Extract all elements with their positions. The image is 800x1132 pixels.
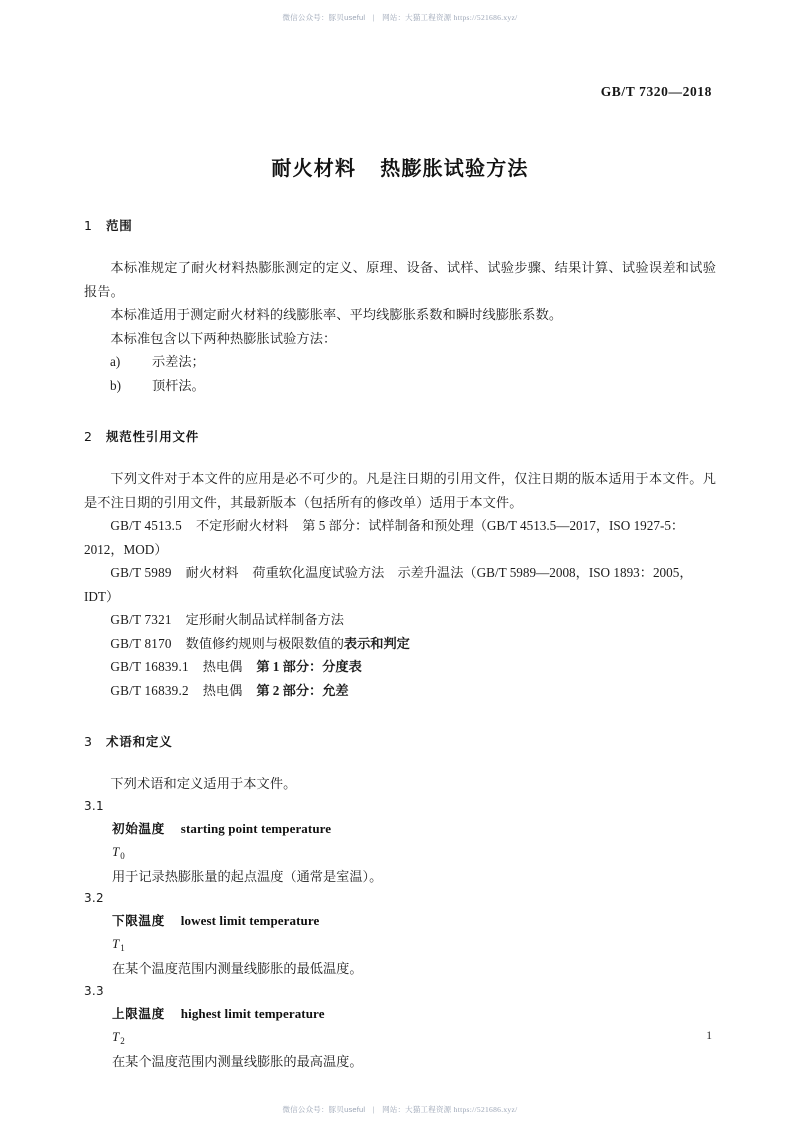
reference-subtitle: 第 1 部分：分度表 [256,659,362,674]
list-item-marker: b) [110,377,121,393]
watermark-bottom [0,1104,800,1115]
reference-code: GB/T 4513.5 [110,518,182,533]
reference-code: GB/T 16839.1 [110,659,189,674]
reference-entry [84,608,716,632]
term-entry [84,909,716,981]
reference-entry [84,561,716,608]
scope-paragraph-3: 本标准包含以下两种热膨胀试验方法： [110,330,337,346]
document-content [84,216,716,1073]
section-heading-normative-references [84,427,716,445]
page-number: 1 [706,1030,712,1042]
term-name-cn: 上限温度 [112,1005,165,1021]
reference-subtitle: 荷重软化温度试验方法 示差升温法（GB/T 5989—2008，ISO 1893：2005，IDT） [84,565,693,604]
term-definition: 在某个温度范围内测量线膨胀的最低温度。 [112,961,363,976]
term-definition: 用于记录热膨胀量的起点温度（通常是室温）。 [112,868,383,884]
term-definition: 在某个温度范围内测量线膨胀的最高温度。 [112,1053,363,1069]
term-symbol-base: T [112,1028,120,1044]
terms-paragraph-1: 下列术语和定义适用于本文件。 [110,776,297,791]
reference-subtitle: 第 2 部分：允差 [256,682,349,698]
watermark-separator: | [372,1105,375,1114]
term-number: 3.1 [84,798,104,813]
term-heading [112,909,716,932]
term-entry [84,1002,716,1074]
page-title [0,152,800,181]
reference-code: GB/T 7321 [110,612,172,627]
term-symbol-base: T [112,843,120,859]
standard-code-header: GB/T 7320—2018 [600,84,712,99]
section-title-3: 术语和定义 [106,734,173,749]
term-heading [112,1002,716,1025]
watermark-url: https://521686.xyz/ [453,1105,518,1114]
reference-subtitle: 第 5 部分：试样制备和预处理（GB/T 4513.5—2017，ISO 1927-5：2012，MOD） [84,518,685,557]
scope-paragraph-1: 本标准规定了耐火材料热膨胀测定的定义、原理、设备、试样、试验步骤、结果计算、试验误差和试验报告。 [84,260,716,299]
section-title-2: 规范性引用文件 [106,429,200,444]
watermark-url: https://521686.xyz/ [453,13,518,22]
term-symbol [112,840,716,865]
normative-references-paragraph-1: 下列文件对于本文件的应用是必不可少的。凡是注日期的引用文件，仅注日期的版本适用于本文件。凡是不注日期的引用文件，其最新版本（包括所有的修改单）适用于本文件。 [84,471,716,510]
watermark-site: 网站：大猫工程资源 [382,13,452,22]
section-heading-scope [84,216,716,234]
list-item [84,350,716,374]
term-heading [112,817,716,840]
term-symbol-subscript: 1 [120,943,125,953]
section-title-1: 范围 [106,218,133,233]
reference-entry [84,632,716,656]
reference-entry [84,514,716,561]
term-name-en: highest limit temperature [180,1005,325,1021]
reference-title: 耐火材料 [185,565,239,580]
term-name-en: lowest limit temperature [180,913,320,928]
watermark-account: 微信公众号：豚贝useful [282,1105,366,1114]
reference-title: 不定形耐火材料 [195,518,289,533]
reference-title: 热电偶 [202,682,243,698]
list-item-label: 顶杆法。 [152,377,205,393]
term-symbol-base: T [112,936,120,951]
section-heading-terms [84,732,716,750]
term-symbol [112,1025,716,1050]
list-item-marker: a) [110,354,121,369]
reference-code: GB/T 8170 [110,635,172,651]
section-number-1: 1 [84,218,93,233]
term-number: 3.3 [84,983,104,998]
list-item [84,374,716,398]
term-name-cn: 初始温度 [112,820,165,836]
scope-paragraph-2: 本标准适用于测定耐火材料的线膨胀率、平均线膨胀系数和瞬时线膨胀系数。 [110,307,563,322]
page-title-part1: 耐火材料 [271,156,357,180]
term-name-en: starting point temperature [180,820,332,836]
section-number-2: 2 [84,429,93,444]
scope-method-list [84,350,716,397]
watermark-account: 微信公众号：豚贝useful [282,13,366,22]
term-number: 3.2 [84,891,104,905]
page-title-part2: 热膨胀试验方法 [380,156,529,180]
reference-title: 热电偶 [202,659,243,674]
term-symbol-subscript: 2 [120,1035,125,1046]
list-item-label: 示差法； [152,354,205,369]
watermark-separator: | [372,13,375,22]
term-symbol-subscript: 0 [120,850,125,861]
section-number-3: 3 [84,734,93,749]
reference-title: 定形耐火制品试样制备方法 [185,612,344,627]
reference-entry [84,655,716,679]
reference-entry [84,679,716,703]
reference-code: GB/T 16839.2 [110,682,189,698]
reference-code: GB/T 5989 [110,565,172,580]
term-name-cn: 下限温度 [112,913,165,928]
term-symbol [112,932,716,957]
term-entry [84,817,716,889]
watermark-site: 网站：大猫工程资源 [382,1105,452,1114]
reference-title: 数值修约规则与极限数值的 [185,635,344,651]
reference-subtitle: 表示和判定 [343,635,410,651]
